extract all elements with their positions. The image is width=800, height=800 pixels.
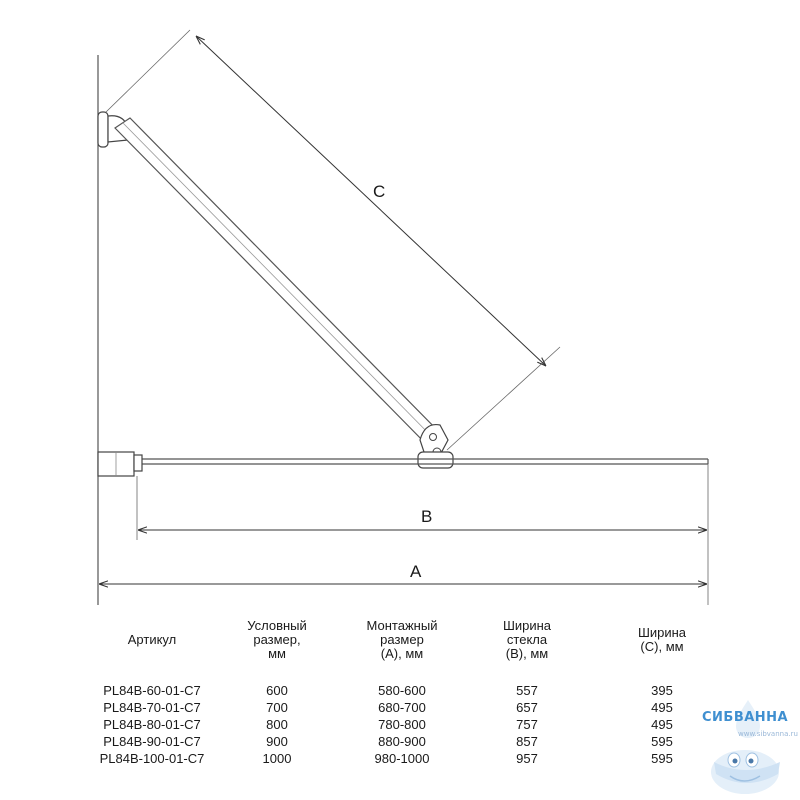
cell-article: PL84B-90-01-C7 bbox=[103, 734, 201, 749]
cell-mounting: 580-600 bbox=[378, 683, 426, 698]
cell-mounting: 880-900 bbox=[378, 734, 426, 749]
table-row bbox=[92, 668, 732, 699]
table-row bbox=[92, 699, 732, 716]
header-glass-width: Ширина стекла (B), мм bbox=[502, 618, 552, 661]
watermark-brand: СИБВАННА bbox=[702, 710, 789, 725]
wall-profile bbox=[98, 452, 142, 476]
cell-nominal: 800 bbox=[266, 717, 288, 732]
cell-nominal: 700 bbox=[266, 700, 288, 715]
table-row bbox=[92, 733, 732, 750]
cell-glass: 557 bbox=[516, 683, 538, 698]
watermark-url: www.sibvanna.ru bbox=[738, 730, 798, 738]
header-article: Артикул bbox=[127, 632, 177, 647]
cell-article: PL84B-60-01-C7 bbox=[103, 683, 201, 698]
cell-article: PL84B-80-01-C7 bbox=[103, 717, 201, 732]
cell-mounting: 980-1000 bbox=[374, 751, 430, 766]
cell-nominal: 600 bbox=[266, 683, 288, 698]
glass-clamp bbox=[418, 425, 453, 468]
cell-nominal: 900 bbox=[266, 734, 288, 749]
spec-table bbox=[92, 612, 732, 767]
cell-mounting: 780-800 bbox=[378, 717, 426, 732]
table-header-row bbox=[92, 612, 732, 668]
dimension-b bbox=[138, 507, 707, 530]
header-nominal-size: Условный размер, мм bbox=[247, 618, 307, 661]
cell-width-c: 395 bbox=[651, 683, 673, 698]
cell-article: PL84B-100-01-C7 bbox=[99, 751, 205, 766]
header-width-c: Ширина (C), мм bbox=[637, 625, 687, 654]
dimension-b-label: B bbox=[421, 507, 433, 526]
sibvanna-logo bbox=[700, 700, 800, 800]
cell-glass: 957 bbox=[516, 751, 538, 766]
cell-article: PL84B-70-01-C7 bbox=[103, 700, 201, 715]
stabilizer-bar bbox=[115, 118, 447, 450]
table-row bbox=[92, 716, 732, 733]
dimension-a-label: A bbox=[410, 562, 422, 581]
cell-width-c: 595 bbox=[651, 751, 673, 766]
cell-glass: 657 bbox=[516, 700, 538, 715]
cell-width-c: 495 bbox=[651, 700, 673, 715]
cell-glass: 857 bbox=[516, 734, 538, 749]
table-row bbox=[92, 750, 732, 767]
dimension-c bbox=[106, 30, 560, 450]
dimension-a bbox=[99, 562, 707, 584]
header-mounting-size: Монтажный размер (A), мм bbox=[366, 618, 438, 661]
cell-mounting: 680-700 bbox=[378, 700, 426, 715]
cell-width-c: 495 bbox=[651, 717, 673, 732]
cell-nominal: 1000 bbox=[262, 751, 292, 766]
cell-width-c: 595 bbox=[651, 734, 673, 749]
cell-glass: 757 bbox=[516, 717, 538, 732]
dimension-c-label: C bbox=[373, 182, 386, 201]
